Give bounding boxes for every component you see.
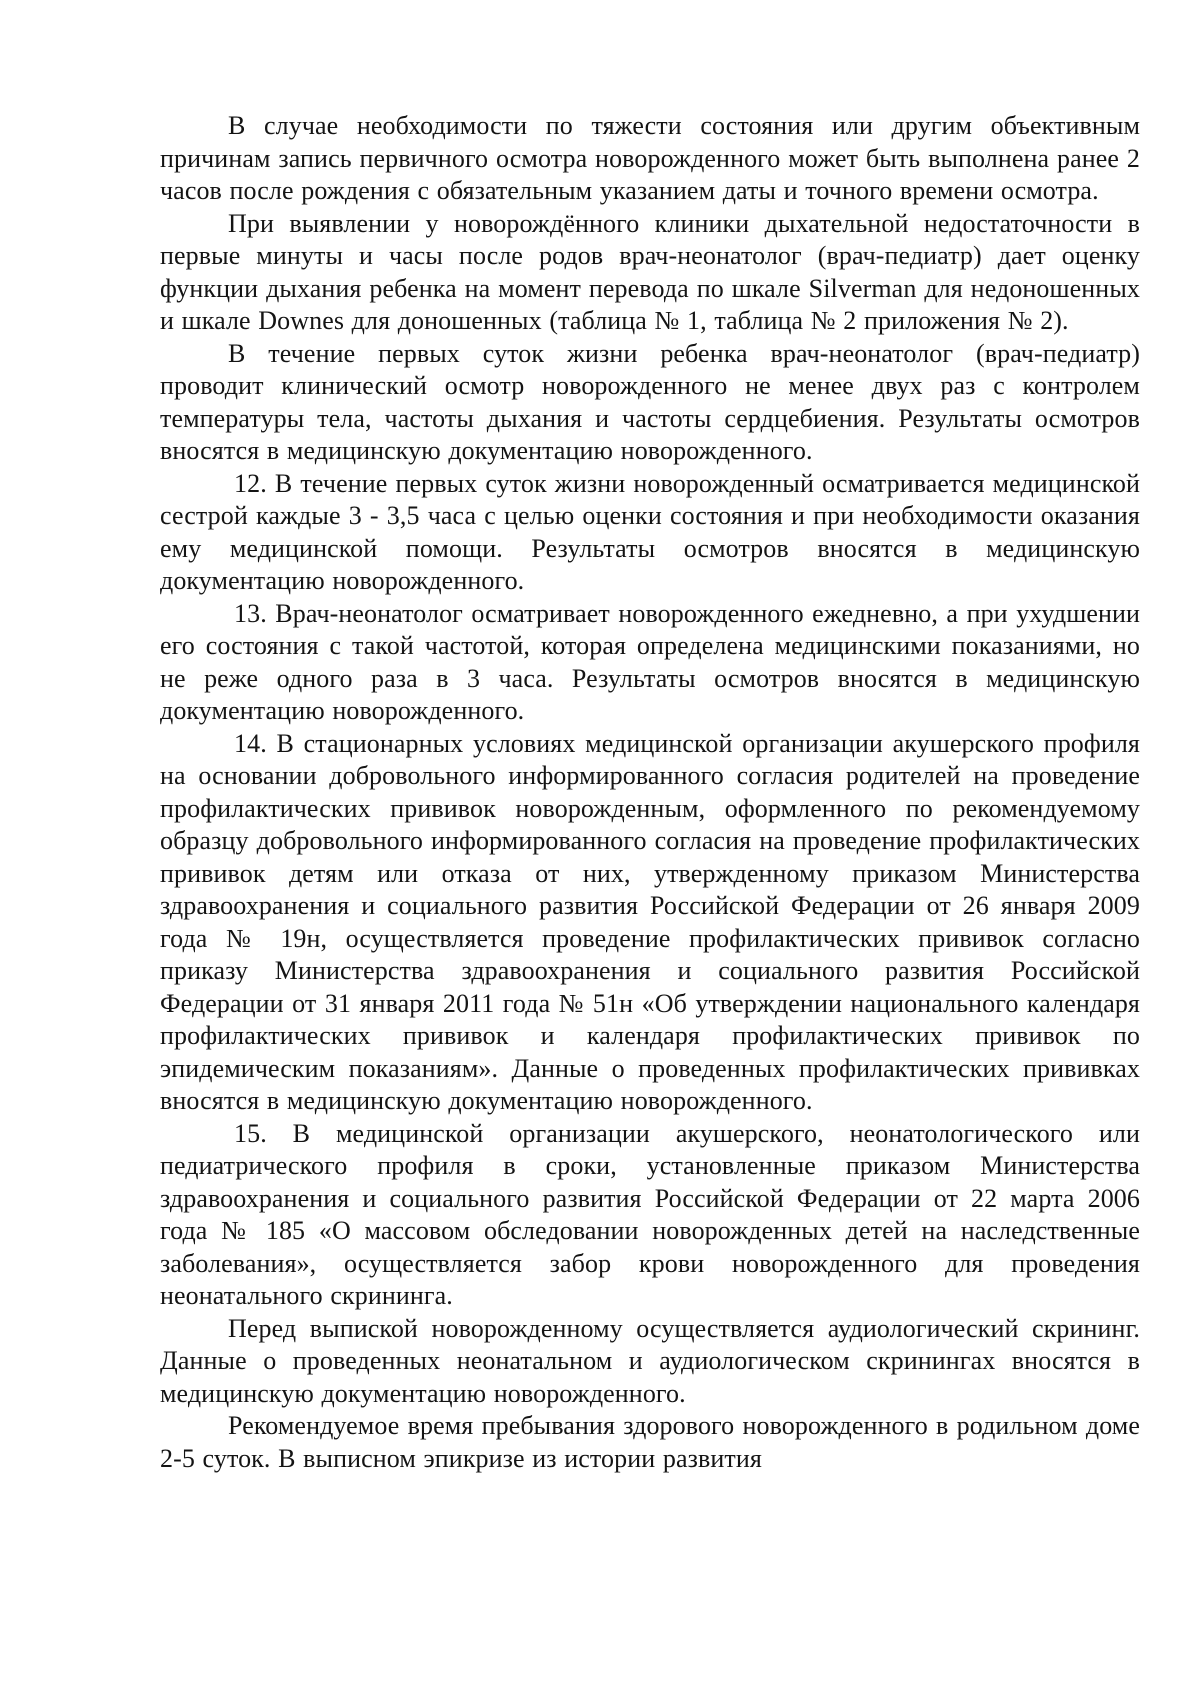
paragraph-primary-exam: В случае необходимости по тяжести состояния или другим объективным причинам запись первичного осмотра новорожденного может быть выполнена ранее 2 часов после рождения с обязательным указанием даты и точного времени осмотра.	[160, 111, 1140, 205]
paragraph-audiological-screening: Перед выпиской новорожденному осуществляется аудиологический скрининг. Данные о проведенных неонатальном и аудиологическом скринингах вносятся в медицинскую документацию новорожденного.	[160, 1313, 1140, 1408]
paragraph-respiratory-assessment: При выявлении у новорождённого клиники дыхательной недостаточности в первые минуты и часы после родов врач-неонатолог (врач-педиатр) дает оценку функции дыхания ребенка на момент перевода по шкале Silverman для недоношенных и шкале Downes для доношенных (таблица № 1, таблица № 2 приложения № 2).	[160, 208, 1140, 335]
paragraph-first-day-exam: В течение первых суток жизни ребенка врач-неонатолог (врач-педиатр) проводит клинический осмотр новорожденного не менее двух раз с контролем температуры тела, частоты дыхания и частоты сердцебиения. Результаты осмотров вносятся в медицинскую документацию новорожденного.	[160, 338, 1140, 465]
paragraph-recommended-stay: Рекомендуемое время пребывания здорового новорожденного в родильном доме 2-5 суток. В выписном эпикризе из истории развития	[160, 1411, 1140, 1473]
paragraph-item-15: 15. В медицинской организации акушерского, неонатологического или педиатрического профиля в сроки, установленные приказом Министерства здравоохранения и социального развития Российской Федерации от 22 марта 2006 года № 185 «О массовом обследовании новорожденных детей на наследственные заболевания», осуществляется забор крови новорожденного для проведения неонатального скрининга.	[160, 1118, 1140, 1310]
paragraph-item-13: 13. Врач-неонатолог осматривает новорожденного ежедневно, а при ухудшении его состояния с такой частотой, которая определена медицинскими показаниями, но не реже одного раза в 3 часа. Результаты осмотров вносятся в медицинскую документацию новорожденного.	[160, 598, 1140, 725]
paragraph-item-12: 12. В течение первых суток жизни новорожденный осматривается медицинской сестрой каждые 3 - 3,5 часа с целью оценки состояния и при необходимости оказания ему медицинской помощи. Результаты осмотров вносятся в медицинскую документацию новорожденного.	[160, 468, 1140, 595]
document-page	[160, 110, 1140, 1475]
paragraph-item-14: 14. В стационарных условиях медицинской организации акушерского профиля на основании добровольного информированного согласия родителей на проведение профилактических прививок новорожденным, оформленного по рекомендуемому образцу добровольного информированного согласия на проведение профилактических прививок детям или отказа от них, утвержденному приказом Министерства здравоохранения и социального развития Российской Федерации от 26 января 2009 года № 19н, осуществляется проведение профилактических прививок согласно приказу Министерства здравоохранения и социального развития Российской Федерации от 31 января 2011 года № 51н «Об утверждении национального календаря профилактических прививок и календаря профилактических прививок по эпидемическим показаниям». Данные о проведенных профилактических прививках вносятся в медицинскую документацию новорожденного.	[160, 728, 1140, 1115]
